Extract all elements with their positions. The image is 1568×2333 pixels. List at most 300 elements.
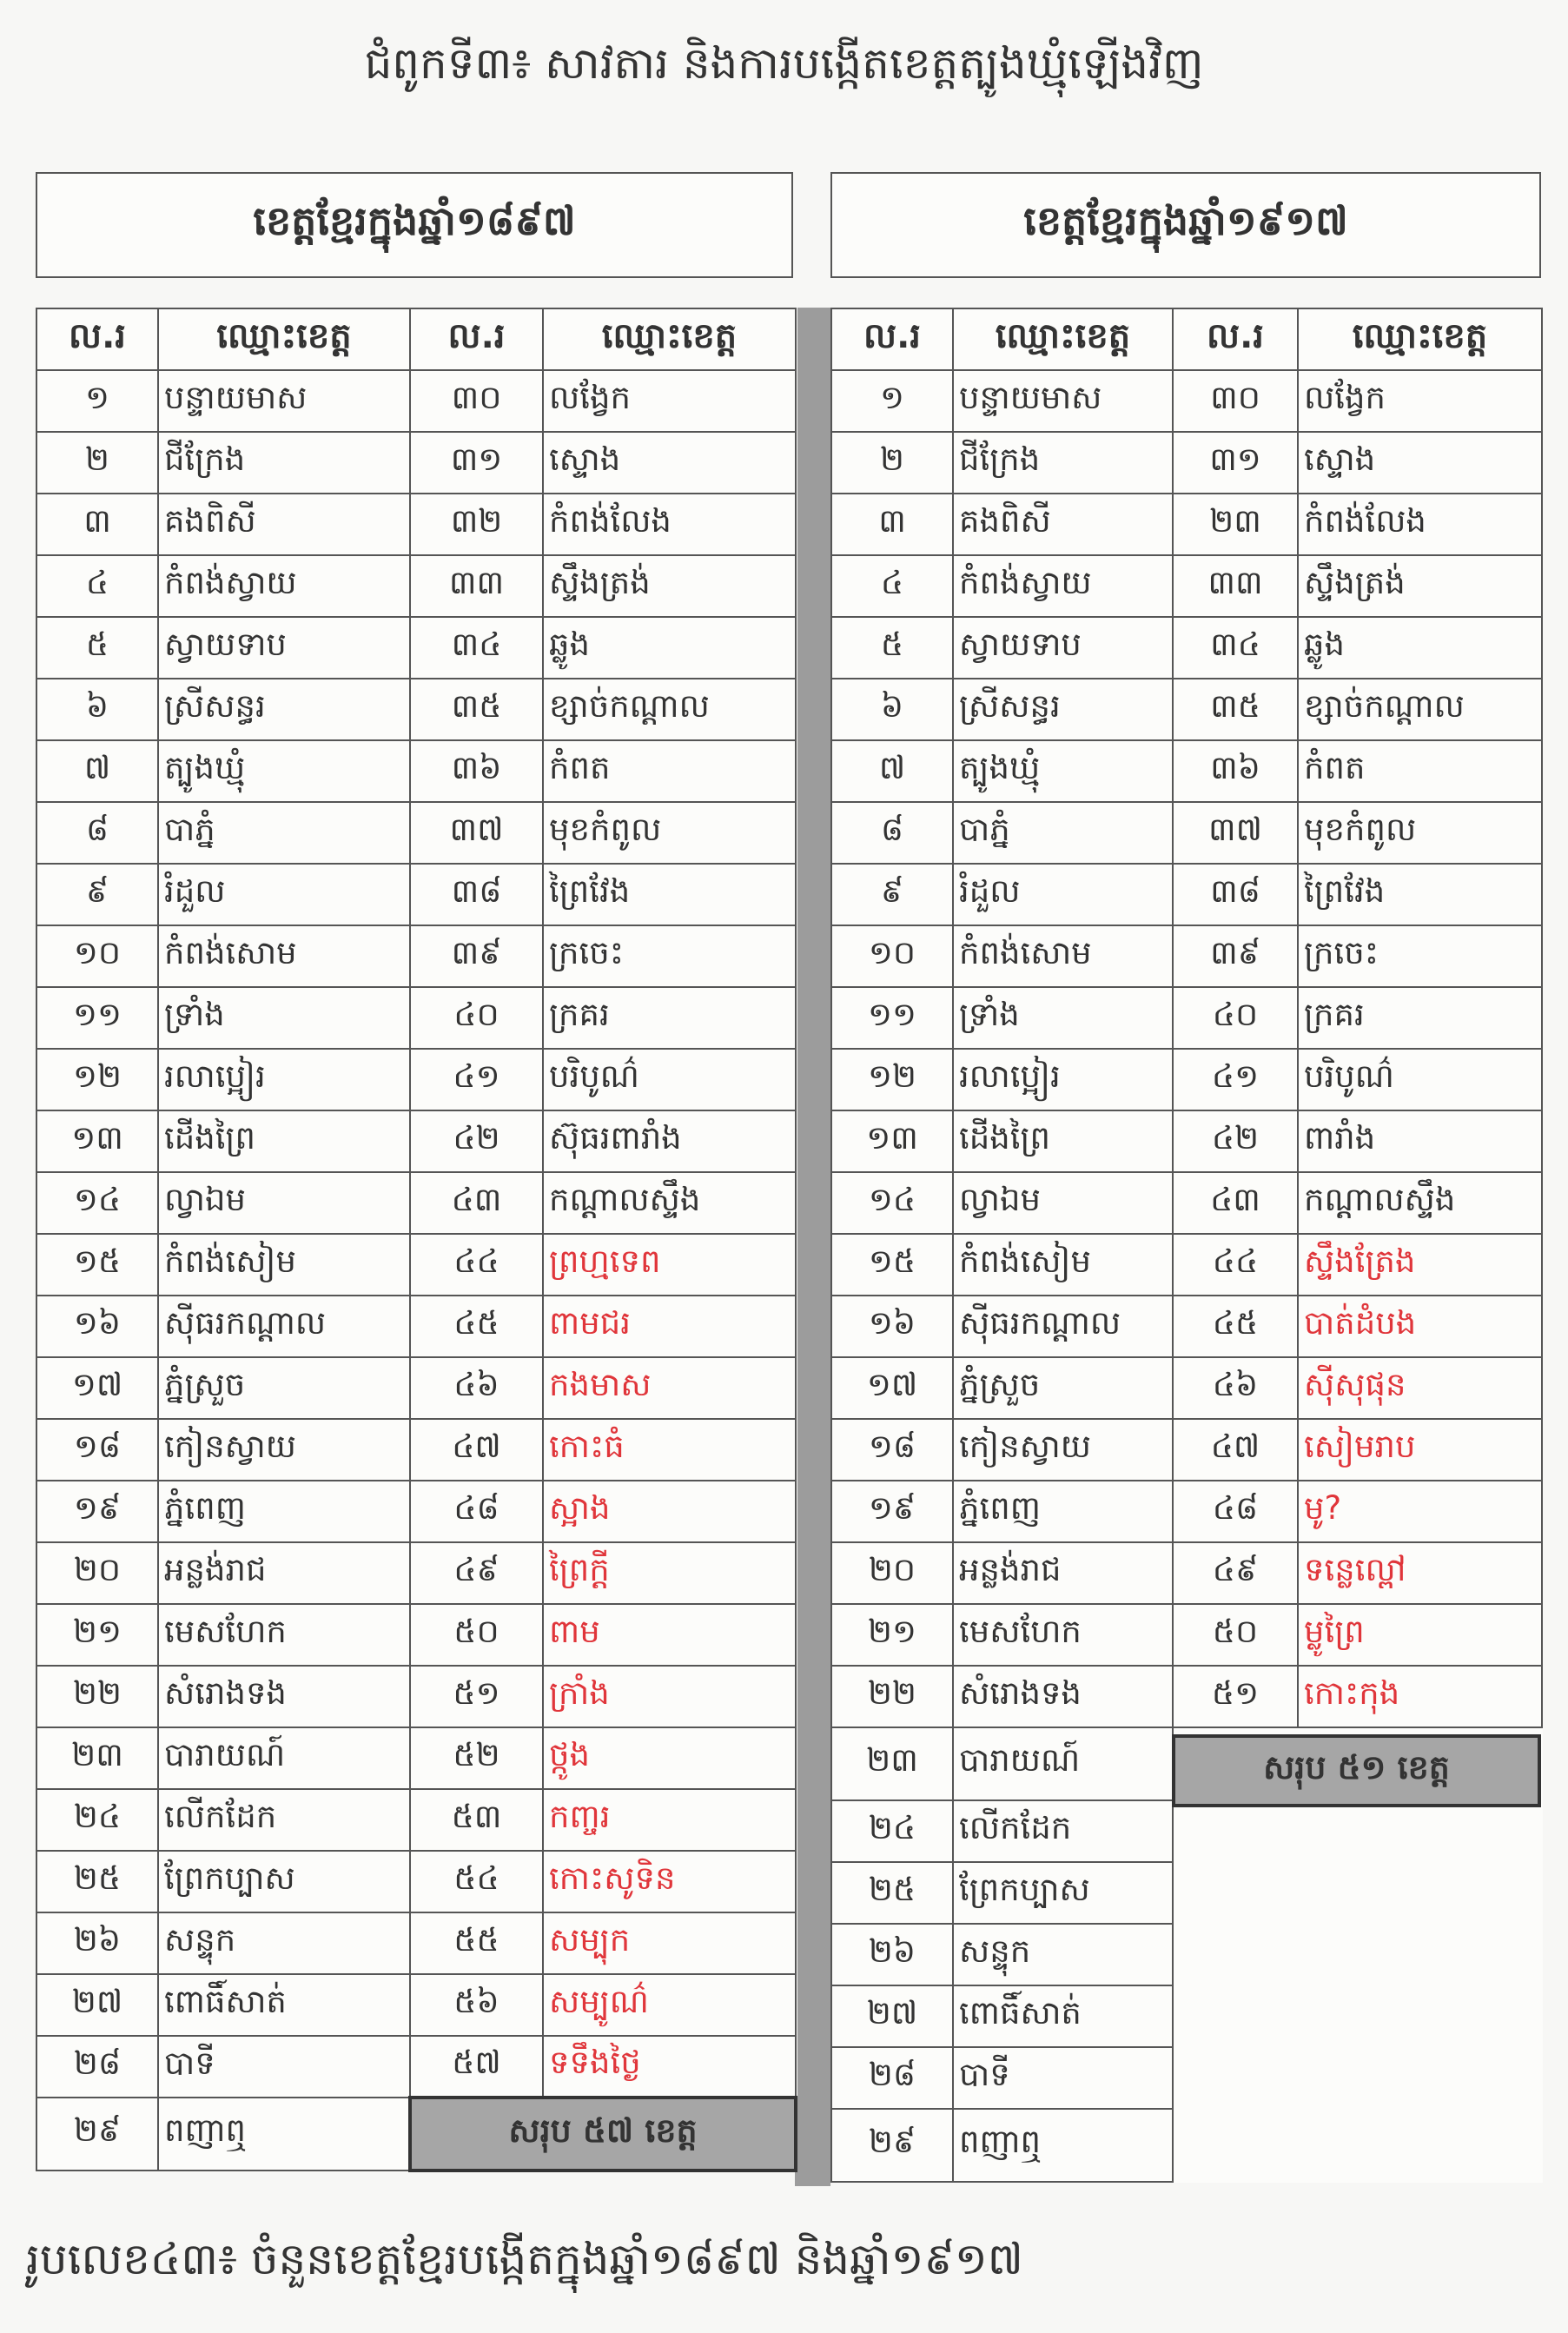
empty-cell: [1298, 1800, 1542, 1862]
empty-cell: [1173, 1800, 1298, 1862]
table-row: [36, 1234, 796, 1296]
row-number: ២១: [831, 1604, 953, 1666]
province-name: លើកដែក: [158, 1789, 410, 1851]
province-name: ម្លូព្រៃ: [1298, 1604, 1542, 1666]
province-name: កំពង់ស្វាយ: [158, 555, 410, 617]
page-title: ជំពូកទី៣៖ សាវតារ និងការបង្កើតខេត្តត្បូងឃ្មុំឡើងវិញ: [364, 38, 1204, 89]
province-name: ត្បូងឃ្មុំ: [158, 740, 410, 802]
province-name: សន្ទុក: [158, 1912, 410, 1974]
row-number: ៤៤: [410, 1234, 543, 1296]
province-name: ដើងព្រៃ: [158, 1110, 410, 1172]
table-row: [36, 1912, 796, 1974]
empty-cell: [1298, 1985, 1542, 2047]
row-number: ៤៣: [410, 1172, 543, 1234]
row-number: ២៦: [831, 1924, 953, 1985]
province-name: លង្វែក: [543, 370, 796, 432]
row-number: ៥១: [410, 1666, 543, 1727]
province-name: ក្រគរ: [543, 987, 796, 1049]
province-name: សំរោងទង: [158, 1666, 410, 1727]
table-row: [831, 1604, 1542, 1666]
row-number: ២៦: [36, 1912, 158, 1974]
empty-cell: [1298, 1924, 1542, 1985]
province-name: លើកដែក: [953, 1800, 1173, 1862]
table-row: [36, 1604, 796, 1666]
row-number: ៥០: [410, 1604, 543, 1666]
row-number: ១២: [36, 1049, 158, 1110]
column-header-province: ឈ្មោះខេត្ត: [953, 308, 1173, 370]
province-name: កៀនស្វាយ: [953, 1419, 1173, 1481]
table-divider: [795, 308, 830, 2186]
table-row: [36, 2098, 796, 2171]
row-number: ១៤: [831, 1172, 953, 1234]
empty-cell: [1298, 2047, 1542, 2109]
row-number: ៤៥: [1173, 1296, 1298, 1357]
province-name: ត្បូងឃ្មុំ: [953, 740, 1173, 802]
table-row: [36, 617, 796, 679]
province-name: ពាមជរ: [543, 1296, 796, 1357]
row-number: ៣៥: [410, 679, 543, 740]
table-row: [36, 1172, 796, 1234]
province-name: ពញាឮ: [953, 2109, 1173, 2182]
province-name: សម្បុក: [543, 1912, 796, 1974]
column-header-province: ឈ្មោះខេត្ត: [543, 308, 796, 370]
row-number: ៥៣: [410, 1789, 543, 1851]
table-row: [831, 1862, 1542, 1924]
province-name: បារាយណ៍: [953, 1727, 1173, 1800]
row-number: ៥៤: [410, 1851, 543, 1912]
table-row: [36, 1357, 796, 1419]
table-row: [36, 1110, 796, 1172]
column-header-province: ឈ្មោះខេត្ត: [1298, 308, 1542, 370]
row-number: ១០: [36, 925, 158, 987]
row-number: ៧: [36, 740, 158, 802]
province-name: មេសហែក: [158, 1604, 410, 1666]
province-name: ទ្រាំង: [158, 987, 410, 1049]
row-number: ៤១: [1173, 1049, 1298, 1110]
row-number: ១៧: [831, 1357, 953, 1419]
row-number: ៣៨: [410, 864, 543, 925]
row-number: ៥: [36, 617, 158, 679]
province-name: ពោធិ៍សាត់: [953, 1985, 1173, 2047]
province-name: ពាម: [543, 1604, 796, 1666]
table-header-row: [831, 308, 1542, 370]
province-name: ភ្នំពេញ: [953, 1481, 1173, 1542]
table-row: [831, 1296, 1542, 1357]
row-number: ២៩: [36, 2098, 158, 2171]
province-name: ព្រែកប្បាស: [158, 1851, 410, 1912]
empty-cell: [1173, 1985, 1298, 2047]
row-number: ២៧: [36, 1974, 158, 2036]
row-number: ៧: [831, 740, 953, 802]
table-row: [36, 1666, 796, 1727]
row-number: ៩: [36, 864, 158, 925]
province-name: បរិបូណ៌: [543, 1049, 796, 1110]
table-row: [831, 494, 1542, 555]
table-row: [36, 2036, 796, 2098]
row-number: ២២: [36, 1666, 158, 1727]
column-header-number: ល.រ: [36, 308, 158, 370]
table-row: [831, 1049, 1542, 1110]
row-number: ១៦: [36, 1296, 158, 1357]
table-row: [36, 864, 796, 925]
province-name: កំពង់ស្វាយ: [953, 555, 1173, 617]
row-number: ២៥: [36, 1851, 158, 1912]
province-name: បរិបូណ៌: [1298, 1049, 1542, 1110]
column-header-number: ល.រ: [1173, 308, 1298, 370]
table-row: [36, 494, 796, 555]
table-row: [831, 864, 1542, 925]
row-number: ៩: [831, 864, 953, 925]
row-number: ៤៨: [1173, 1481, 1298, 1542]
province-name: កំពង់សោម: [158, 925, 410, 987]
row-number: ៤: [831, 555, 953, 617]
empty-cell: [1298, 1862, 1542, 1924]
row-number: ២៩: [831, 2109, 953, 2182]
province-name: បាទី: [158, 2036, 410, 2098]
row-number: ៤០: [1173, 987, 1298, 1049]
province-name: បារាយណ៍: [158, 1727, 410, 1789]
row-number: ៦: [831, 679, 953, 740]
table-row: [831, 2109, 1542, 2182]
table-row: [831, 1234, 1542, 1296]
province-name: ភ្នំពេញ: [158, 1481, 410, 1542]
province-name: កំពង់លែង: [543, 494, 796, 555]
row-number: ២២: [831, 1666, 953, 1727]
table-row: [831, 1481, 1542, 1542]
province-name: ក្រចេះ: [1298, 925, 1542, 987]
row-number: ១១: [36, 987, 158, 1049]
row-number: ១៥: [36, 1234, 158, 1296]
row-number: ៤០: [410, 987, 543, 1049]
province-name: ស្ទឹងត្រង់: [543, 555, 796, 617]
total-1917-badge: សរុប ៥១ ខេត្ត: [1172, 1734, 1541, 1807]
row-number: ៣០: [410, 370, 543, 432]
province-name: កំពង់លែង: [1298, 494, 1542, 555]
row-number: ១១: [831, 987, 953, 1049]
table-row: [36, 1481, 796, 1542]
province-name: សំរោងទង: [953, 1666, 1173, 1727]
table-row: [831, 679, 1542, 740]
row-number: ២០: [36, 1542, 158, 1604]
province-name: ដើងព្រៃ: [953, 1110, 1173, 1172]
row-number: ១: [36, 370, 158, 432]
row-number: ៤៦: [1173, 1357, 1298, 1419]
province-name: មុខកំពូល: [1298, 802, 1542, 864]
province-name: ល្វាឯម: [953, 1172, 1173, 1234]
province-name: ពោធិ៍សាត់: [158, 1974, 410, 2036]
province-name: សម្បូណ៌: [543, 1974, 796, 2036]
table-row: [36, 987, 796, 1049]
row-number: ៣៤: [1173, 617, 1298, 679]
table-row: [36, 740, 796, 802]
row-number: ៨: [36, 802, 158, 864]
row-number: ៤៨: [410, 1481, 543, 1542]
row-number: ១៨: [36, 1419, 158, 1481]
province-name: បាភ្នំ: [953, 802, 1173, 864]
row-number: ១: [831, 370, 953, 432]
province-name: ពារាំង: [1298, 1110, 1542, 1172]
row-number: ១៩: [36, 1481, 158, 1542]
row-number: ៣០: [1173, 370, 1298, 432]
empty-cell: [1173, 1924, 1298, 1985]
row-number: ៣៨: [1173, 864, 1298, 925]
row-number: ២៨: [36, 2036, 158, 2098]
empty-cell: [1173, 2109, 1298, 2182]
province-name: ក្រចេះ: [543, 925, 796, 987]
province-name: ទ្រាំង: [953, 987, 1173, 1049]
province-name: កោះកុង: [1298, 1666, 1542, 1727]
table-row: [831, 1419, 1542, 1481]
empty-cell: [1173, 2047, 1298, 2109]
row-number: ១៦: [831, 1296, 953, 1357]
empty-cell: [1173, 1862, 1298, 1924]
province-name: ភ្នំស្រួច: [953, 1357, 1173, 1419]
province-name: កំពង់សោម: [953, 925, 1173, 987]
row-number: ៥: [831, 617, 953, 679]
empty-cell: [1298, 2109, 1542, 2182]
table-row: [36, 1727, 796, 1789]
provinces-1897-table: [36, 308, 797, 2172]
province-name: បាត់ដំបង: [1298, 1296, 1542, 1357]
table-row: [36, 1851, 796, 1912]
table-row: [36, 1974, 796, 2036]
row-number: ៥៦: [410, 1974, 543, 2036]
row-number: ៥១: [1173, 1666, 1298, 1727]
table-row: [36, 925, 796, 987]
row-number: ៣១: [410, 432, 543, 494]
row-number: ៤៧: [410, 1419, 543, 1481]
province-name: ស្រីសន្ធរ: [953, 679, 1173, 740]
province-name: អន្លង់រាជ: [158, 1542, 410, 1604]
province-name: ស្វាយទាប: [158, 617, 410, 679]
province-name: រំដួល: [158, 864, 410, 925]
table-1917-heading: ខេត្តខ្មែរក្នុងឆ្នាំ១៩១៧: [830, 172, 1541, 278]
row-number: ១៨: [831, 1419, 953, 1481]
province-name: ព្រៃវែង: [1298, 864, 1542, 925]
province-name: កញ្ចរ: [543, 1789, 796, 1851]
table-row: [831, 1985, 1542, 2047]
province-name: ស្ទឹងត្រង់: [1298, 555, 1542, 617]
table-row: [831, 1666, 1542, 1727]
province-name: គងពិសី: [953, 494, 1173, 555]
province-name: ខ្សាច់កណ្តាល: [543, 679, 796, 740]
province-name: មុខកំពូល: [543, 802, 796, 864]
table-1897-heading: ខេត្តខ្មែរក្នុងឆ្នាំ១៨៩៧: [36, 172, 793, 278]
province-name: មេសហែក: [953, 1604, 1173, 1666]
total-1897-cell: សរុប ៥៧ ខេត្ត: [410, 2098, 796, 2171]
row-number: ៤៦: [410, 1357, 543, 1419]
row-number: ៦: [36, 679, 158, 740]
row-number: ៣: [36, 494, 158, 555]
row-number: ២: [36, 432, 158, 494]
row-number: ៤៩: [1173, 1542, 1298, 1604]
province-name: កំពង់សៀម: [953, 1234, 1173, 1296]
table-row: [831, 370, 1542, 432]
row-number: ១៣: [831, 1110, 953, 1172]
column-header-number: ល.រ: [831, 308, 953, 370]
table-row: [36, 1542, 796, 1604]
table-row: [831, 1172, 1542, 1234]
row-number: ៣២: [410, 494, 543, 555]
row-number: ៤២: [410, 1110, 543, 1172]
province-name: ស្អាង: [543, 1481, 796, 1542]
province-name: ក្រគរ: [1298, 987, 1542, 1049]
row-number: ៣៥: [1173, 679, 1298, 740]
row-number: ៤៥: [410, 1296, 543, 1357]
row-number: ៣៣: [410, 555, 543, 617]
province-name: បន្ទាយមាស: [158, 370, 410, 432]
province-name: កណ្តាលស្ទឹង: [1298, 1172, 1542, 1234]
province-name: ស្រីសន្ធរ: [158, 679, 410, 740]
row-number: ២៤: [831, 1800, 953, 1862]
province-name: ស៊ីធរកណ្តាល: [953, 1296, 1173, 1357]
table-row: [36, 1049, 796, 1110]
row-number: ៤១: [410, 1049, 543, 1110]
province-name: ស៊ុធរពារាំង: [543, 1110, 796, 1172]
province-name: ល្វាឯម: [158, 1172, 410, 1234]
table-row: [831, 432, 1542, 494]
row-number: ៥០: [1173, 1604, 1298, 1666]
province-name: ព្រៃក្តី: [543, 1542, 796, 1604]
province-name: ក្រាំង: [543, 1666, 796, 1727]
provinces-1917-table: [830, 308, 1543, 2183]
row-number: ៣៦: [410, 740, 543, 802]
table-row: [831, 987, 1542, 1049]
province-name: ស្ទឹងត្រែង: [1298, 1234, 1542, 1296]
row-number: ៣៦: [1173, 740, 1298, 802]
province-name: ព្រែកប្បាស: [953, 1862, 1173, 1924]
row-number: ២៨: [831, 2047, 953, 2109]
table-row: [831, 1357, 1542, 1419]
table-row: [831, 1924, 1542, 1985]
row-number: ៣៧: [1173, 802, 1298, 864]
row-number: ២: [831, 432, 953, 494]
province-name: កោះសូទិន: [543, 1851, 796, 1912]
province-name: មូ?: [1298, 1481, 1542, 1542]
province-name: ព្រហ្មទេព: [543, 1234, 796, 1296]
table-row: [36, 1419, 796, 1481]
row-number: ១០: [831, 925, 953, 987]
province-name: ភ្នំស្រួច: [158, 1357, 410, 1419]
table-row: [831, 1110, 1542, 1172]
row-number: ៤: [36, 555, 158, 617]
province-name: កំពត: [543, 740, 796, 802]
province-name: ទន្លេល្ពៅ: [1298, 1542, 1542, 1604]
province-name: ស៊ីសុផុន: [1298, 1357, 1542, 1419]
province-name: បន្ទាយមាស: [953, 370, 1173, 432]
row-number: ៣១: [1173, 432, 1298, 494]
provinces-1917-body: [831, 370, 1542, 2182]
row-number: ៤៣: [1173, 1172, 1298, 1234]
row-number: ២៣: [831, 1727, 953, 1800]
row-number: ២៥: [831, 1862, 953, 1924]
table-row: [831, 2047, 1542, 2109]
table-row: [831, 925, 1542, 987]
figure-caption: រូបលេខ៤៣៖ ចំនួនខេត្តខ្មែរបង្កើតក្នុងឆ្នាំ១៨៩៧ និងឆ្នាំ១៩១៧: [26, 2234, 1023, 2284]
row-number: ៤៩: [410, 1542, 543, 1604]
row-number: ១២: [831, 1049, 953, 1110]
row-number: ១៣: [36, 1110, 158, 1172]
province-name: ទទឹងថ្ងៃ: [543, 2036, 796, 2098]
table-row: [36, 432, 796, 494]
table-row: [36, 555, 796, 617]
table-row: [831, 555, 1542, 617]
table-row: [36, 1296, 796, 1357]
row-number: ៤២: [1173, 1110, 1298, 1172]
row-number: ៤៧: [1173, 1419, 1298, 1481]
row-number: ៥៥: [410, 1912, 543, 1974]
province-name: កោះធំ: [543, 1419, 796, 1481]
row-number: ២៤: [36, 1789, 158, 1851]
province-name: រំដួល: [953, 864, 1173, 925]
province-name: ស្ទោង: [543, 432, 796, 494]
province-name: កណ្តាលស្ទឹង: [543, 1172, 796, 1234]
province-name: សន្ទុក: [953, 1924, 1173, 1985]
table-row: [831, 1800, 1542, 1862]
province-name: ឆ្លូង: [543, 617, 796, 679]
table-row: [831, 617, 1542, 679]
province-name: គងពិសី: [158, 494, 410, 555]
row-number: ៥២: [410, 1727, 543, 1789]
province-name: ថ្កូង: [543, 1727, 796, 1789]
row-number: ១៤: [36, 1172, 158, 1234]
province-name: ស្វាយទាប: [953, 617, 1173, 679]
row-number: ២០: [831, 1542, 953, 1604]
row-number: ២៣: [36, 1727, 158, 1789]
province-name: លង្វែក: [1298, 370, 1542, 432]
row-number: ៤៤: [1173, 1234, 1298, 1296]
row-number: ២៧: [831, 1985, 953, 2047]
row-number: ៥៧: [410, 2036, 543, 2098]
province-name: កំពង់សៀម: [158, 1234, 410, 1296]
row-number: ១៥: [831, 1234, 953, 1296]
province-name: ពញាឮ: [158, 2098, 410, 2171]
row-number: ២១: [36, 1604, 158, 1666]
provinces-1897-body: [36, 370, 796, 2171]
row-number: ៣៩: [1173, 925, 1298, 987]
province-name: ស៊ីធរកណ្តាល: [158, 1296, 410, 1357]
table-row: [831, 1542, 1542, 1604]
column-header-province: ឈ្មោះខេត្ត: [158, 308, 410, 370]
province-name: កំពត: [1298, 740, 1542, 802]
column-header-number: ល.រ: [410, 308, 543, 370]
province-name: បាភ្នំ: [158, 802, 410, 864]
table-row: [36, 370, 796, 432]
table-row: [831, 802, 1542, 864]
row-number: ១៧: [36, 1357, 158, 1419]
table-header-row: [36, 308, 796, 370]
province-name: អន្លង់រាជ: [953, 1542, 1173, 1604]
row-number: ៣៩: [410, 925, 543, 987]
province-name: ខ្សាច់កណ្តាល: [1298, 679, 1542, 740]
province-name: កងមាស: [543, 1357, 796, 1419]
province-name: ជីក្រែង: [953, 432, 1173, 494]
row-number: ១៩: [831, 1481, 953, 1542]
province-name: ព្រៃវែង: [543, 864, 796, 925]
province-name: រលាប្អៀរ: [953, 1049, 1173, 1110]
row-number: ៣៣: [1173, 555, 1298, 617]
province-name: ស្ទោង: [1298, 432, 1542, 494]
row-number: ២៣: [1173, 494, 1298, 555]
province-name: ឆ្លូង: [1298, 617, 1542, 679]
table-row: [36, 802, 796, 864]
table-row: [36, 1789, 796, 1851]
table-row: [36, 679, 796, 740]
row-number: ៣៤: [410, 617, 543, 679]
province-name: កៀនស្វាយ: [158, 1419, 410, 1481]
province-name: បាទី: [953, 2047, 1173, 2109]
province-name: សៀមរាប: [1298, 1419, 1542, 1481]
